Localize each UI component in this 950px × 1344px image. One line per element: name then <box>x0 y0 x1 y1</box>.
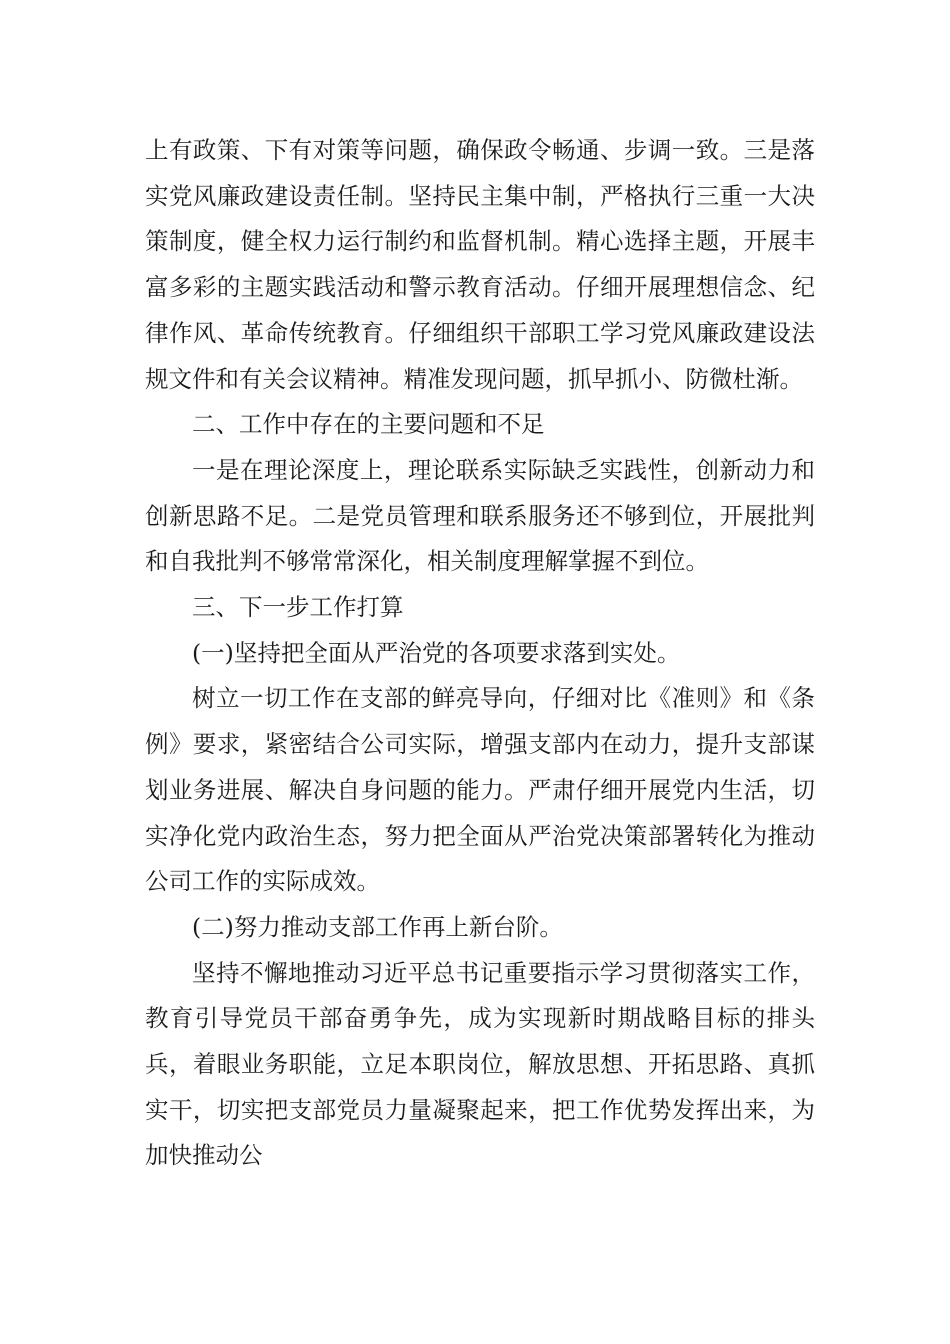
section-heading-problems: 二、工作中存在的主要问题和不足 <box>192 410 545 439</box>
document-body <box>145 128 815 1179</box>
paragraph-subheading-1: 树立一切工作在支部的鲜亮导向，仔细对比《准则》和《条例》要求，紧密结合公司实际，增强支部内在动力，提升支部谋划业务进展、解决自身问题的能力。严肃仔细开展党内生活，切实净化党内政治生态，努力把全面从严治党决策部署转化为推动公司工作的实际成效。 <box>145 684 815 896</box>
paragraph-continuation: 上有政策、下有对策等问题，确保政令畅通、步调一致。三是落实党风廉政建设责任制。坚持民主集中制，严格执行三重一大决策制度，健全权力运行制约和监督机制。精心选择主题，开展丰富多彩的主题实践活动和警示教育活动。仔细开展理想信念、纪律作风、革命传统教育。仔细组织干部职工学习党风廉政建设法规文件和有关会议精神。精准发现问题，抓早抓小、防微杜渐。 <box>145 136 815 393</box>
subheading-1: (一)坚持把全面从严治党的各项要求落到实处。 <box>192 638 681 667</box>
section-heading-next-steps: 三、下一步工作打算 <box>192 593 404 622</box>
subheading-2: (二)努力推动支部工作再上新台阶。 <box>192 912 563 941</box>
paragraph-problems: 一是在理论深度上，理论联系实际缺乏实践性，创新动力和创新思路不足。二是党员管理和联系服务还不够到位，开展批判和自我批判不够常常深化，相关制度理解掌握不到位。 <box>145 455 815 576</box>
paragraph-subheading-2: 坚持不懈地推动习近平总书记重要指示学习贯彻落实工作，教育引导党员干部奋勇争先，成为实现新时期战略目标的排头兵，着眼业务职能，立足本职岗位，解放思想、开拓思路、真抓实干，切实把支部党员力量凝聚起来，把工作优势发挥出来，为加快推动公 <box>145 958 815 1170</box>
